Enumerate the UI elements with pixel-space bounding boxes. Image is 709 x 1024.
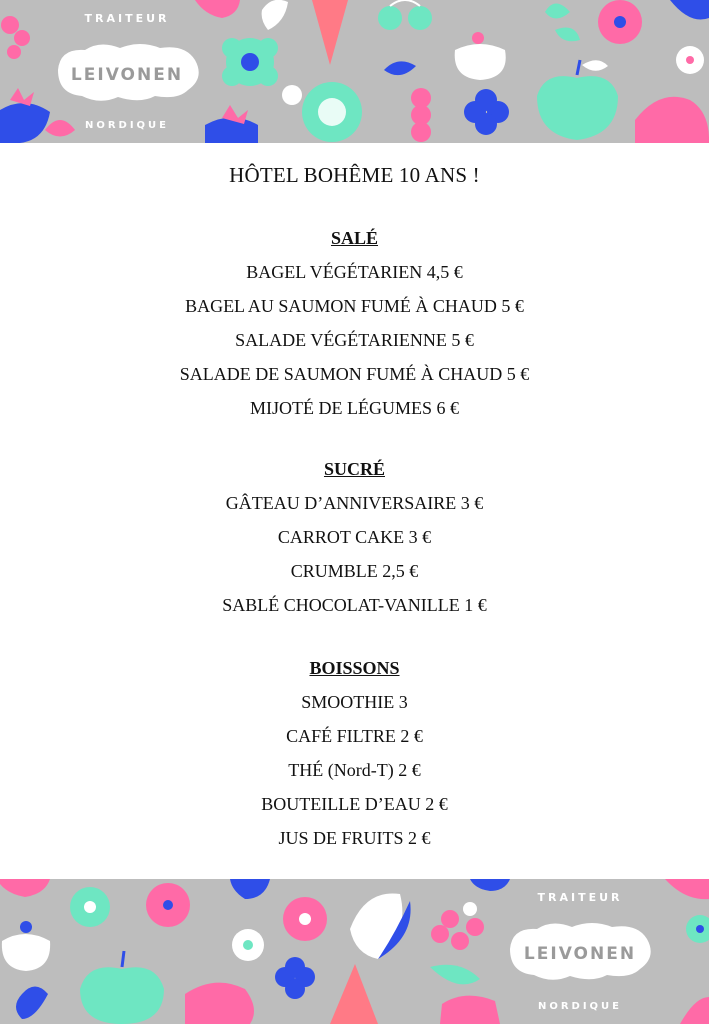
menu-item: JUS DE FRUITS 2 € [278,828,431,848]
apple-icon [537,60,618,140]
leaf-icon [670,0,709,20]
section-sale [0,221,709,425]
top-banner [0,0,709,143]
flower-center-icon [686,56,694,64]
fruit-pattern-top [0,0,709,143]
heart-icon [16,987,48,1020]
cherry-icon [431,902,484,950]
flower-icon [232,929,264,961]
flower-icon [545,4,580,42]
menu-item: CAFÉ FILTRE 2 € [286,726,423,746]
petal-icon [45,120,75,137]
strawberry-icon [205,118,258,144]
flower-icon [70,887,110,927]
berry-icon [1,16,19,34]
menu-item: CRUMBLE 2,5 € [290,561,419,581]
logo-name: LEIVONEN [523,944,637,964]
bottom-banner [0,879,709,1024]
apple-icon [455,44,506,80]
menu-item: BAGEL VÉGÉTARIEN 4,5 € [246,262,463,282]
leivonen-logo [58,12,199,131]
leaf-icon [430,965,480,985]
leaf-icon [384,61,416,75]
logo-arc-bottom: NORDIQUE [84,120,170,131]
fruit-icon [665,879,709,899]
leaf-icon [230,879,270,899]
leaf-icon [350,893,411,959]
menu-item: CARROT CAKE 3 € [277,527,432,547]
flower-icon [146,883,190,927]
carrot-icon [312,0,348,65]
section-heading: SALÉ [330,228,379,248]
flower-icon [598,0,642,44]
menu-item: BAGEL AU SAUMON FUMÉ À CHAUD 5 € [185,296,524,316]
flower-icon [283,897,327,941]
fruit-icon [195,0,240,18]
apple-stem-icon [472,32,484,44]
menu-item: BOUTEILLE D’EAU 2 € [261,794,448,814]
leaf-icon [470,879,510,891]
section-heading: BOISSONS [309,658,400,678]
section-sucre [0,452,709,622]
menu-item: SMOOTHIE 3 [301,692,408,712]
strawberry-icon [185,983,254,1024]
logo-name: LEIVONEN [70,65,184,85]
cherry-icon [378,0,432,30]
strawberry-icon [440,996,500,1024]
logo-arc-top: TRAITEUR [537,891,623,904]
carrot-icon [330,964,378,1024]
leaf-icon [262,0,288,30]
fruit-icon [0,879,50,897]
berry-icon [7,45,21,59]
logo-arc-bottom: NORDIQUE [537,1001,623,1012]
menu-item: SABLÉ CHOCOLAT-VANILLE 1 € [222,595,487,615]
menu-item: MIJOTÉ DE LÉGUMES 6 € [250,398,459,418]
fruit-pattern-bottom [0,879,709,1024]
logo-arc-top: TRAITEUR [84,12,170,25]
flower-icon [686,915,709,943]
leaf-icon [10,88,34,106]
flower-icon [222,38,278,86]
page-title: HÔTEL BOHÊME 10 ANS ! [229,163,480,187]
flower-icon [282,85,302,105]
section-heading: SUCRÉ [323,459,385,479]
berry-icon [14,30,30,46]
section-boissons [0,651,709,855]
flower-icon [302,82,362,142]
menu [0,143,709,879]
menu-item: GÂTEAU D’ANNIVERSAIRE 3 € [225,493,484,513]
strawberry-icon [680,997,709,1024]
leivonen-logo [510,891,651,1012]
clover-icon [275,957,315,999]
menu-item: THÉ (Nord-T) 2 € [288,760,421,780]
apple-icon [2,921,50,971]
apple-icon [80,951,164,1024]
clover-icon [464,89,509,135]
strawberry-icon [0,103,50,143]
menu-item: SALADE VÉGÉTARIENNE 5 € [235,330,474,350]
menu-item: SALADE DE SAUMON FUMÉ À CHAUD 5 € [179,364,530,384]
strawberry-icon [635,97,709,143]
berry-stack-icon [411,88,431,142]
